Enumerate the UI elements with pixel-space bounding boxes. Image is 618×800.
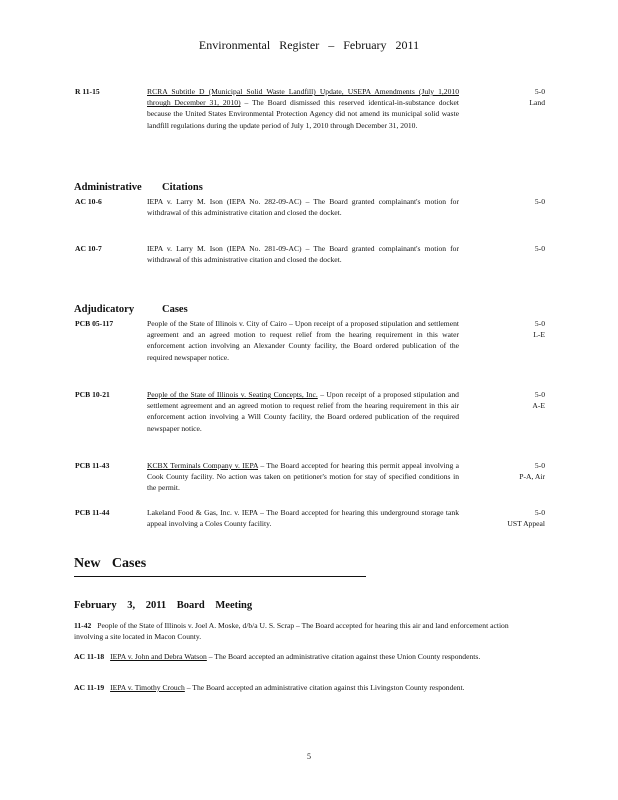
docket-number: PCB 11-44 <box>75 508 110 517</box>
section-heading-word-2: Cases <box>162 304 188 315</box>
case-type: UST Appeal <box>507 519 545 529</box>
case-title: IEPA v. Timothy Crouch <box>110 683 185 692</box>
vote-count: 5-0 <box>534 87 545 96</box>
docket-number: R 11-15 <box>75 87 100 96</box>
docket-entry-r-11-15 <box>75 86 545 156</box>
section-heading-adjudicatory-cases <box>74 304 188 315</box>
case-title: Lakeland Food & Gas, Inc. v. IEPA <box>147 508 258 517</box>
vote-column <box>465 507 545 529</box>
case-text: – The Board accepted an administrative citation against this Livingston County respondent. <box>186 683 465 692</box>
docket-number: PCB 11-43 <box>75 461 110 470</box>
docket-entry-pcb-05-117 <box>75 318 545 376</box>
case-text: – Upon receipt of a proposed stipulation and settlement agreement and an agreed motion to request relief from the hearing requirement in this water enforcement action involving an Alexander County facility, the Board ordered publication of the required newspaper notice. <box>147 319 459 362</box>
case-type: P-A, Air <box>519 472 545 482</box>
docket-description <box>147 243 459 265</box>
vote-count: 5-0 <box>534 244 545 253</box>
case-text: – The Board accepted for hearing this air and land enforcement action involving a site located in Macon County. <box>74 621 509 642</box>
case-title: People of the State of Illinois v. Joel A. Moske, d/b/a U. S. Scrap <box>97 621 295 630</box>
case-text: – Upon receipt of a proposed stipulation and settlement agreement and an agreed motion to request relief from the hearing requirement in this air enforcement action involving a Will County facility, the Board ordered publication of the required newspaper notice. <box>147 390 459 433</box>
docket-number: AC 11-19 <box>74 683 105 692</box>
section-heading-word-1: Adjudicatory <box>74 304 135 315</box>
docket-number: AC 10-6 <box>75 197 102 206</box>
docket-description <box>147 196 459 218</box>
vote-count: 5-0 <box>534 390 545 399</box>
case-title: IEPA v. Larry M. Ison (IEPA No. 282-09-AC) <box>147 197 302 206</box>
case-text: – The Board accepted for hearing this underground storage tank appeal involving a Coles County facility. <box>147 508 459 529</box>
case-title: IEPA v. John and Debra Watson <box>110 652 207 661</box>
docket-entry-pcb-11-44 <box>75 507 545 533</box>
docket-number: AC 10-7 <box>75 244 102 253</box>
docket-entry-ac-10-6 <box>75 196 545 232</box>
docket-description <box>147 507 459 529</box>
vote-count: 5-0 <box>534 461 545 470</box>
docket-description <box>147 318 459 363</box>
docket-entry-pcb-10-21 <box>75 389 545 447</box>
case-title: KCBX Terminals Company v. IEPA <box>147 461 259 470</box>
docket-number: PCB 05-117 <box>75 319 114 328</box>
case-title: People of the State of Illinois v. Seating Concepts, Inc. <box>147 390 318 399</box>
case-text: – The Board accepted for hearing this permit appeal involving a Cook County facility. No action was taken on petitioner's motion for stay of specified conditions in the permit. <box>147 461 460 493</box>
docket-description <box>147 389 459 434</box>
case-title: IEPA v. Larry M. Ison (IEPA No. 281-09-AC) <box>147 244 302 253</box>
board-meeting-heading: February 3, 2011 Board Meeting <box>74 600 253 611</box>
vote-column <box>465 460 545 482</box>
section-heading-administrative-citations <box>74 182 203 193</box>
docket-entry-ac-10-7 <box>75 243 545 279</box>
vote-column <box>465 243 545 254</box>
case-title: RCRA Subtitle D (Municipal Solid Waste Landfill) Update, USEPA Amendments (July 1,2010 through December 31, 2010) <box>147 87 459 108</box>
docket-entry-pcb-11-43 <box>75 460 545 496</box>
docket-number: 11-42 <box>74 621 92 630</box>
docket-description <box>147 460 459 494</box>
case-text: – The Board granted complainant's motion for withdrawal of this administrative citation and closed the docket. <box>147 197 459 218</box>
case-title: People of the State of Illinois v. City of Cairo <box>147 319 287 328</box>
vote-column <box>465 86 545 108</box>
docket-number: AC 11-18 <box>74 652 105 661</box>
new-case-entry <box>74 651 536 662</box>
case-text: – The Board accepted an administrative citation against these Union County respondents. <box>208 652 481 661</box>
vote-count: 5-0 <box>534 508 545 517</box>
vote-column <box>465 389 545 411</box>
docket-number: PCB 10-21 <box>75 390 110 399</box>
page-number: 5 <box>307 752 311 761</box>
case-text: – The Board granted complainant's motion for withdrawal of this administrative citation and closed the docket. <box>147 244 459 265</box>
section-heading-word-2: Citations <box>162 182 203 193</box>
case-type: Land <box>529 98 545 108</box>
case-text: – The Board dismissed this reserved identical-in-substance docket because the United States Environmental Protection Agency did not amend its municipal solid waste landfill regulations during the update period of July 1, 2010 through December 31, 2010. <box>147 98 459 130</box>
section-heading-word-1: Administrative <box>74 182 142 193</box>
vote-count: 5-0 <box>534 319 545 328</box>
new-cases-heading: New Cases <box>74 556 147 571</box>
case-type: A-E <box>532 401 545 411</box>
new-case-entry <box>74 682 536 693</box>
page-header: Environmental Register – February 2011 <box>198 38 420 52</box>
vote-count: 5-0 <box>534 197 545 206</box>
case-type: L-E <box>533 330 545 340</box>
docket-description <box>147 86 459 131</box>
vote-column <box>465 196 545 207</box>
vote-column <box>465 318 545 340</box>
new-case-entry <box>74 620 536 642</box>
section-divider <box>74 576 366 577</box>
